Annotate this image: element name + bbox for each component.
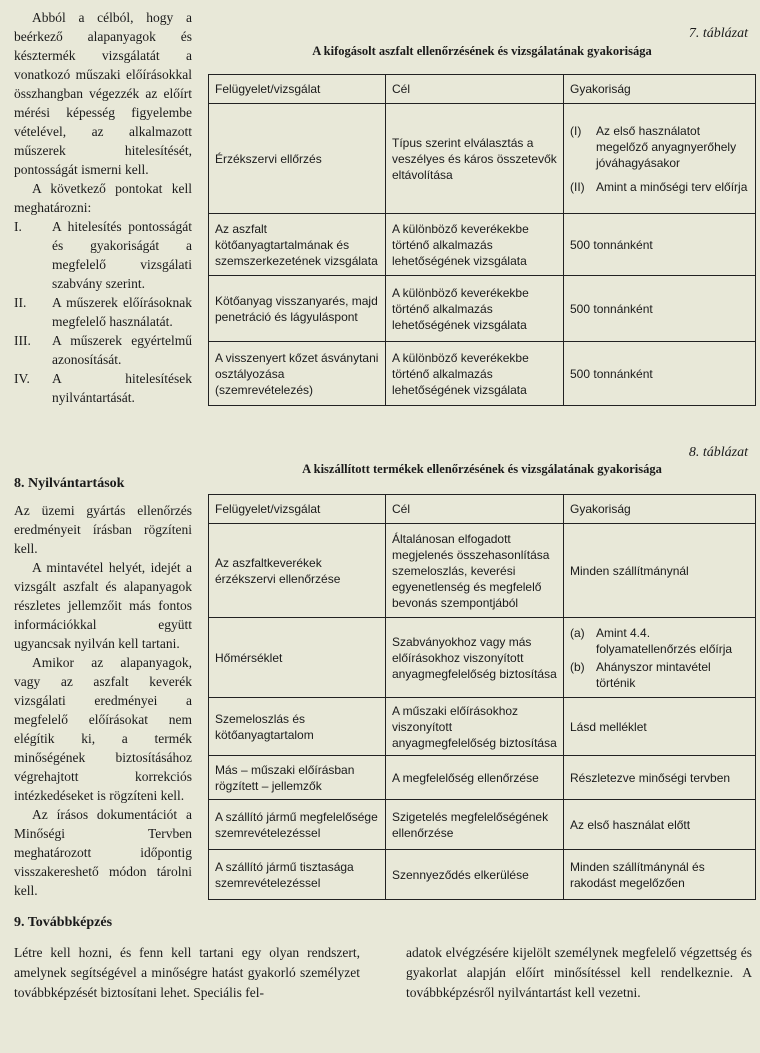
table-cell: 500 tonnánként [564,214,756,276]
table-cell: Más – műszaki előírásban rögzített – jellemzők [209,756,386,800]
table-header-row [209,75,756,104]
table-7-title: A kifogásolt aszfalt ellenőrzésének és vizsgálatának gyakorisága [312,44,652,58]
table-8-number: 8. táblázat [688,445,748,460]
table-cell: A különböző keverékekbe történő alkalmazás lehetőségének vizsgálata [386,342,564,406]
table-row [209,342,756,406]
table-cell: Lásd melléklet [564,698,756,756]
list-item: I. A hitelesítés pontosságát és gyakoriságát a megfelelő vizsgálati szabvány szerint. [14,219,192,291]
table-cell: A szállító jármű megfelelősége szemrevételezéssel [209,800,386,850]
table-cell: Kötőanyag visszanyarés, majd penetráció és lágyuláspont [209,276,386,342]
table-cell: 500 tonnánként [564,276,756,342]
column-header: Cél [386,495,564,524]
table-cell: A különböző keverékekbe történő alkalmazás lehetőségének vizsgálata [386,214,564,276]
table-row [209,800,756,850]
table-row [209,850,756,900]
section-9-paragraph-left: Létre kell hozni, és fenn kell tartani egy olyan rendszert, amelynek segítségével a minőségre hatást gyakorló személyzet továbbképzését biztosítani lehet. Speciális fel- [14,945,360,1000]
table-cell: Szennyeződés elkerülése [386,850,564,900]
table-row [209,618,756,698]
table-cell: Hőmérséklet [209,618,386,698]
paragraph: A mintavétel helyét, idejét a vizsgált aszfalt és alapanyagok részletes jellemzőit más fontos információkkal együtt ugyancsak nyilván kell tartani. [14,560,192,651]
paragraph: Amikor az alapanyagok, vagy az aszfalt keverék vizsgálati eredményei a megfelelő előírásokat nem elégítik ki, a termék minőségének biztosításához végrehajtott korrekciós intézkedéseket is rögzíteni kell. [14,655,192,803]
table-8-title: A kiszállított termékek ellenőrzésének és vizsgálatának gyakorisága [302,462,662,476]
table-cell: Minden szállítmánynál és rakodást megelőzően [564,850,756,900]
table-header-row [209,495,756,524]
table-cell: (I) Az első használatot megelőző anyagnyerőhely jóváhagyásakor (II) Amint a minőségi terv előírja [564,104,756,214]
table-row [209,756,756,800]
column-header: Felügyelet/vizsgálat [209,75,386,104]
requirements-list [14,217,192,407]
table-row [209,104,756,214]
table-7 [208,74,756,406]
table-cell: Típus szerint elválasztás a veszélyes és káros összetevők eltávolítása [386,104,564,214]
column-header: Gyakoriság [564,75,756,104]
table-row [209,698,756,756]
column-header: Felügyelet/vizsgálat [209,495,386,524]
table-row [209,276,756,342]
section-8-heading: 8. Nyilvántartások [14,476,125,491]
list-item: IV. A hitelesítések nyilvántartását. [14,371,192,405]
intro-paragraph: Abból a célból, hogy a beérkező alapanyagok és késztermék vizsgálatát a vonatkozó műszaki előírásokkal összhangban végezzék az előírt mérési képesség figyelembe vételével, az alkalmazott műszerek hitelesítését, pontosságát ismerni kell. [14,10,192,177]
table-cell: Részletezve minőségi tervben [564,756,756,800]
table-cell: A különböző keverékekbe történő alkalmazás lehetőségének vizsgálata [386,276,564,342]
column-header: Gyakoriság [564,495,756,524]
table-cell: A megfelelőség ellenőrzése [386,756,564,800]
table-cell: A szállító jármű tisztasága szemrevételezéssel [209,850,386,900]
table-cell: Szabványokhoz vagy más előírásokhoz viszonyított anyagmegfelelőség biztosítása [386,618,564,698]
table-7-number: 7. táblázat [688,26,748,41]
table-cell: (a) Amint 4.4. folyamatellenőrzés előírja (b) Ahányszor mintavétel történik [564,618,756,698]
table-cell: Szigetelés megfelelőségének ellenőrzése [386,800,564,850]
section-9-heading: 9. Továbbképzés [14,915,113,930]
table-cell: Az aszfalt kötőanyagtartalmának és szemszerkezetének vizsgálata [209,214,386,276]
table-cell: Érzékszervi ellőrzés [209,104,386,214]
table-row [209,524,756,618]
table-row [209,214,756,276]
table-cell: Szemeloszlás és kötőanyagtartalom [209,698,386,756]
table-cell: Az aszfaltkeverékek érzékszervi ellenőrzése [209,524,386,618]
table-cell: A visszenyert kőzet ásványtani osztályozása (szemrevételezés) [209,342,386,406]
paragraph: Az írásos dokumentációt a Minőségi Tervben meghatározott időpontig visszakereshető módon tárolni kell. [14,807,192,898]
table-cell: Minden szállítmánynál [564,524,756,618]
column-header: Cél [386,75,564,104]
table-cell: 500 tonnánként [564,342,756,406]
left-column-section8 [14,474,192,900]
section-9-paragraph-right: adatok elvégzésére kijelölt személynek megfelelő végzettség és gyakorlat alapján előírt minősítéssel kell rendelkeznie. A továbbképzésről nyilvántartást kell vezetni. [406,945,752,1000]
table-cell: A műszaki előírásokhoz viszonyított anyagmegfelelőség biztosítása [386,698,564,756]
table-8 [208,494,756,900]
paragraph: Az üzemi gyártás ellenőrzés eredményeit írásban rögzíteni kell. [14,503,192,556]
table-cell: Az első használat előtt [564,800,756,850]
list-item: III. A műszerek egyértelmű azonosítását. [14,333,192,367]
intro-paragraph-2: A következő pontokat kell meghatározni: [14,181,192,215]
table-cell: Általánosan elfogadott megjelenés összehasonlítása szemeloszlás, keverési egyenetlenség és megfelelő bevonás szempontjából [386,524,564,618]
list-item: II. A műszerek előírásoknak megfelelő használatát. [14,295,192,329]
left-column-top [14,8,192,407]
